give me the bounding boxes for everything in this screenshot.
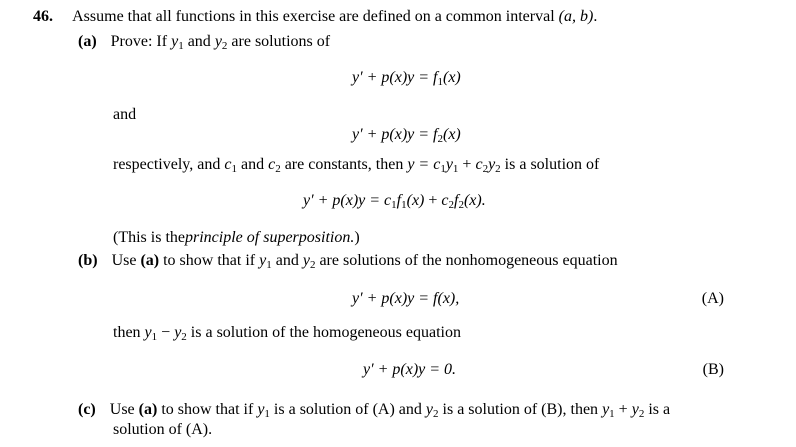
var-c1: $c_1$	[224, 156, 237, 175]
tag-B: (B)	[702, 361, 724, 378]
part-a-text2: are solutions of	[231, 33, 331, 50]
equation-B: y′ + p(x)y = 0.	[363, 361, 457, 378]
intro-end: .	[593, 8, 598, 25]
var-y1: $y_1$	[171, 33, 184, 52]
equation-2: $y' + p(x)y = f_2(x)$	[352, 126, 461, 145]
part-a-and: and	[187, 33, 211, 50]
part-c-line2: solution of (A).	[113, 421, 213, 438]
equation-3: $y' + p(x)y = c_1f_1(x) + c_2f_2(x)$.	[303, 192, 486, 211]
interval: (a, b)	[558, 8, 594, 25]
equation-A: y′ + p(x)y = f(x),	[352, 290, 460, 307]
part-a-line	[78, 32, 330, 53]
var-y2: $y_2$	[214, 33, 228, 52]
part-b-line: (b) Use (a) to show that if $y_1$ and $y_2$ are solutions of the nonhomogeneous equation	[78, 252, 618, 271]
then-line: then $y_1 - y_2$ is a solution of the homogeneous equation	[113, 324, 461, 343]
part-c-label: (c)	[78, 401, 96, 418]
part-a-text1: Prove: If	[110, 33, 168, 50]
respectively-line: respectively, and $c_1$ and $c_2$ are constants, then $y = c_1y_1 + c_2y_2$ is a solution of	[113, 156, 600, 175]
part-c-line: (c) Use (a) to show that if $y_1$ is a solution of (A) and $y_2$ is a solution of (B), then $y_1 + y_2$ is a	[78, 401, 671, 420]
tag-A: (A)	[701, 290, 724, 307]
problem-intro-line	[33, 7, 597, 26]
equation-1: $y' + p(x)y = f_1(x)$	[352, 69, 461, 88]
superposition-note: (This is theprinciple of superposition.)	[113, 229, 360, 246]
superposition-combo: $y = c_1y_1 + c_2y_2$	[407, 156, 501, 175]
part-a-label: (a)	[78, 33, 97, 50]
problem-number: 46.	[33, 8, 53, 25]
intro-text: Assume that all functions in this exercise are defined on a common interval	[72, 8, 555, 25]
part-b-label: (b)	[78, 252, 98, 269]
var-c2: $c_2$	[268, 156, 281, 175]
and-line: and	[113, 106, 137, 123]
ref-a: (a)	[140, 252, 160, 269]
